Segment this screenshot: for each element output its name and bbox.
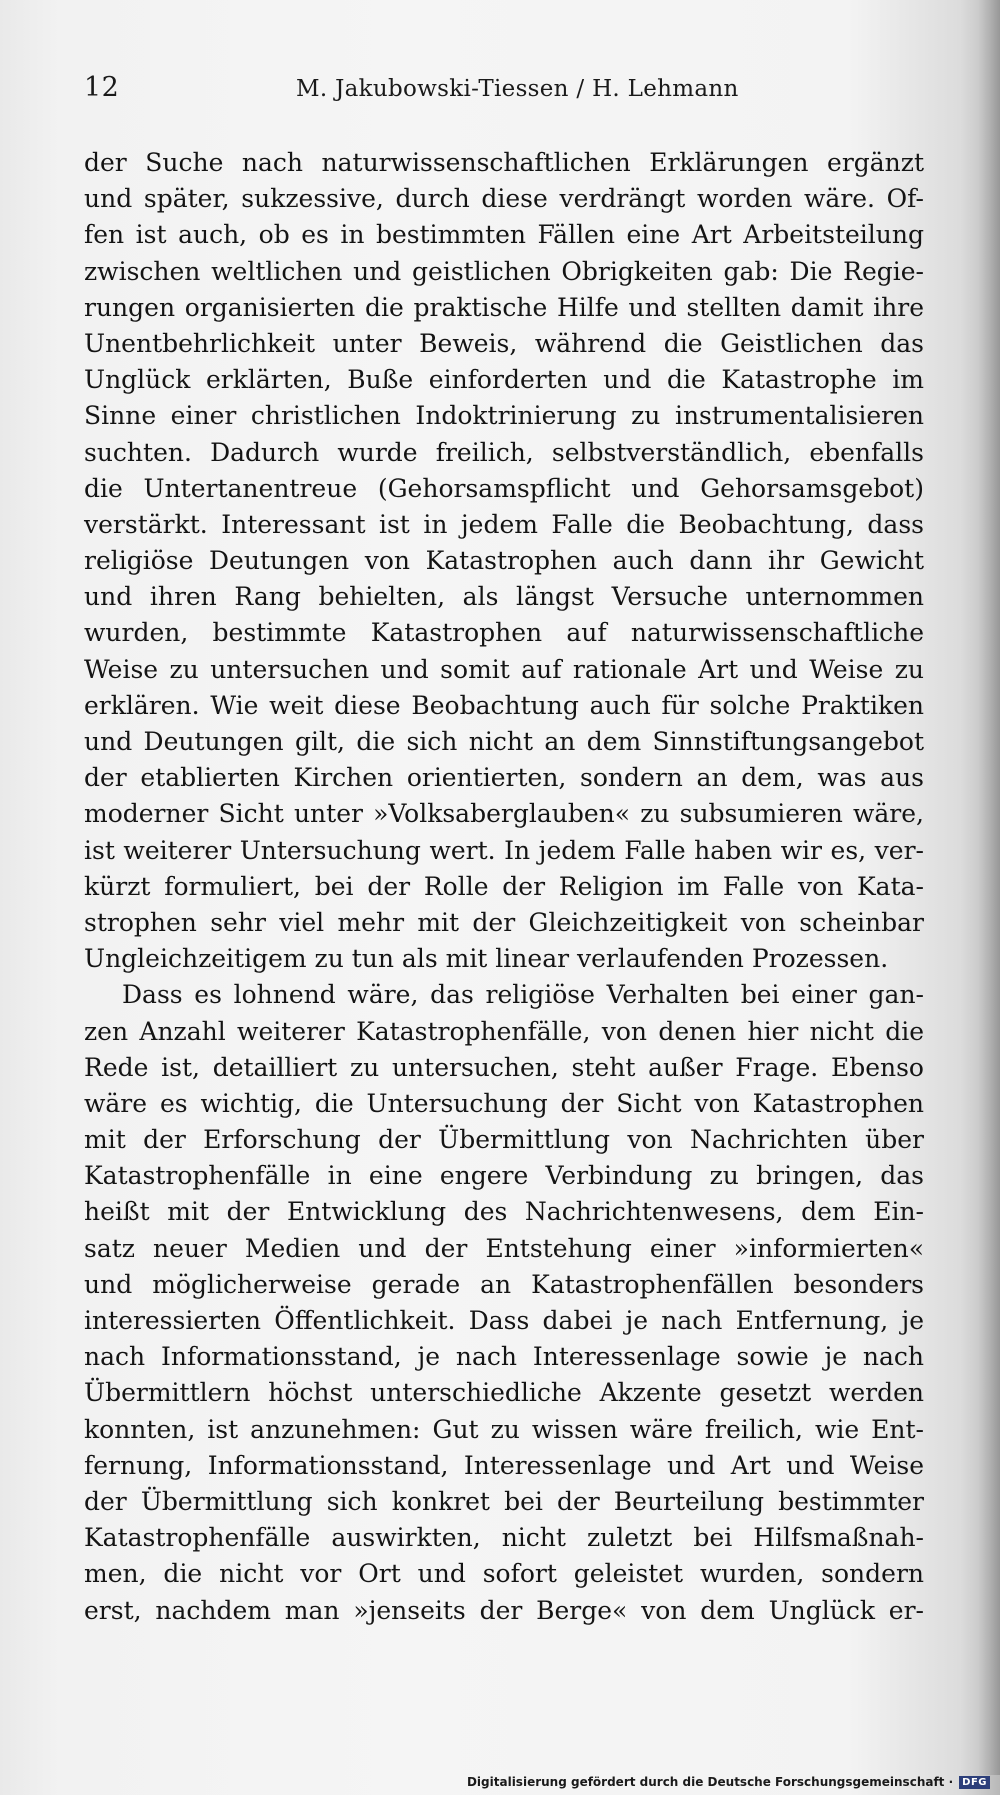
text-line: Unentbehrlichkeit unter Beweis, während die Geistlichen das [84,328,924,358]
text-line: der Übermittlung sich konkret bei der Beurteilung bestimmter [84,1486,924,1516]
page-number: 12 [84,72,120,103]
text-line: satz neuer Medien und der Entstehung einer »informierten« [84,1233,924,1263]
text-line: interessierten Öffentlichkeit. Dass dabei je nach Entfernung, je [84,1306,924,1335]
text-line: ist weiterer Untersuchung wert. In jedem Falle haben wir es, ver- [84,835,924,865]
text-line: kürzt formuliert, bei der Rolle der Religion im Falle von Kata- [84,871,924,901]
page-header [84,72,924,112]
text-line: konnten, ist anzunehmen: Gut zu wissen wäre freilich, wie Ent- [84,1414,924,1444]
text-line: erst, nachdem man »jenseits der Berge« von dem Unglück er- [84,1595,924,1625]
text-line: nach Informationsstand, je nach Interessenlage sowie je nach [84,1342,924,1372]
text-line: fen ist auch, ob es in bestimmten Fällen eine Art Arbeitsteilung [84,220,924,250]
text-line: zen Anzahl weiterer Katastrophenfälle, von denen hier nicht die [84,1016,924,1046]
credit-text: Digitalisierung gefördert durch die Deutsche Forschungsgemeinschaft · [466,1775,954,1789]
text-line: Katastrophenfälle in eine engere Verbindung zu bringen, das [84,1161,924,1191]
text-line: und Deutungen gilt, die sich nicht an dem Sinnstiftungsangebot [84,727,924,756]
text-line: zwischen weltlichen und geistlichen Obrigkeiten gab: Die Regie- [84,256,924,286]
dfg-logo: DFG [959,1776,990,1789]
text-line: rungen organisierten die praktische Hilfe und stellten damit ihre [84,292,924,322]
text-line: der etablierten Kirchen orientierten, sondern an dem, was aus [84,763,924,793]
text-line-paragraph-start: Dass es lohnend wäre, das religiöse Verhalten bei einer gan- [122,980,924,1010]
text-line: und möglicherweise gerade an Katastrophenfällen besonders [84,1269,924,1299]
text-line: strophen sehr viel mehr mit der Gleichzeitigkeit von scheinbar [84,907,924,937]
text-line: mit der Erforschung der Übermittlung von Nachrichten über [84,1125,924,1155]
text-line: der Suche nach naturwissenschaftlichen Erklärungen ergänzt [84,148,924,177]
text-line: wurden, bestimmte Katastrophen auf naturwissenschaftliche [84,618,924,648]
text-line: und ihren Rang behielten, als längst Versuche unternommen [84,582,924,612]
body-text [84,145,924,1629]
text-line: und später, sukzessive, durch diese verdrängt worden wäre. Of- [84,184,924,214]
text-line: fernung, Informationsstand, Interessenlage und Art und Weise [84,1450,924,1480]
text-line: Rede ist, detailliert zu untersuchen, steht außer Frage. Ebenso [84,1052,924,1082]
text-line: Übermittlern höchst unterschiedliche Akzente gesetzt werden [84,1378,924,1408]
text-line: Unglück erklärten, Buße einforderten und die Katastrophe im [84,365,924,395]
text-line: heißt mit der Entwicklung des Nachrichtenwesens, dem Ein- [84,1197,924,1227]
text-line: suchten. Dadurch wurde freilich, selbstverständlich, ebenfalls [84,437,924,467]
text-line: Ungleichzeitigem zu tun als mit linear verlaufenden Prozessen. [84,944,889,974]
running-head: M. Jakubowski-Tiessen / H. Lehmann [296,76,739,102]
text-line: die Untertanentreue (Gehorsamspflicht und Gehorsamsgebot) [84,473,924,503]
page-gutter-shadow [978,0,1000,1775]
text-line: Sinne einer christlichen Indoktrinierung zu instrumentalisieren [84,401,924,431]
digitization-credit [467,1775,990,1789]
text-line: verstärkt. Interessant ist in jedem Falle die Beobachtung, dass [84,509,924,539]
text-line: religiöse Deutungen von Katastrophen auch dann ihr Gewicht [84,546,924,576]
text-line: Weise zu untersuchen und somit auf rationale Art und Weise zu [84,654,924,684]
text-line: wäre es wichtig, die Untersuchung der Sicht von Katastrophen [84,1088,924,1118]
text-line: men, die nicht vor Ort und sofort geleistet wurden, sondern [84,1559,924,1589]
text-line: moderner Sicht unter »Volksaberglauben« zu subsumieren wäre, [84,799,924,829]
text-line: erklären. Wie weit diese Beobachtung auch für solche Praktiken [84,690,924,720]
text-line: Katastrophenfälle auswirkten, nicht zuletzt bei Hilfsmaßnah- [84,1523,924,1553]
